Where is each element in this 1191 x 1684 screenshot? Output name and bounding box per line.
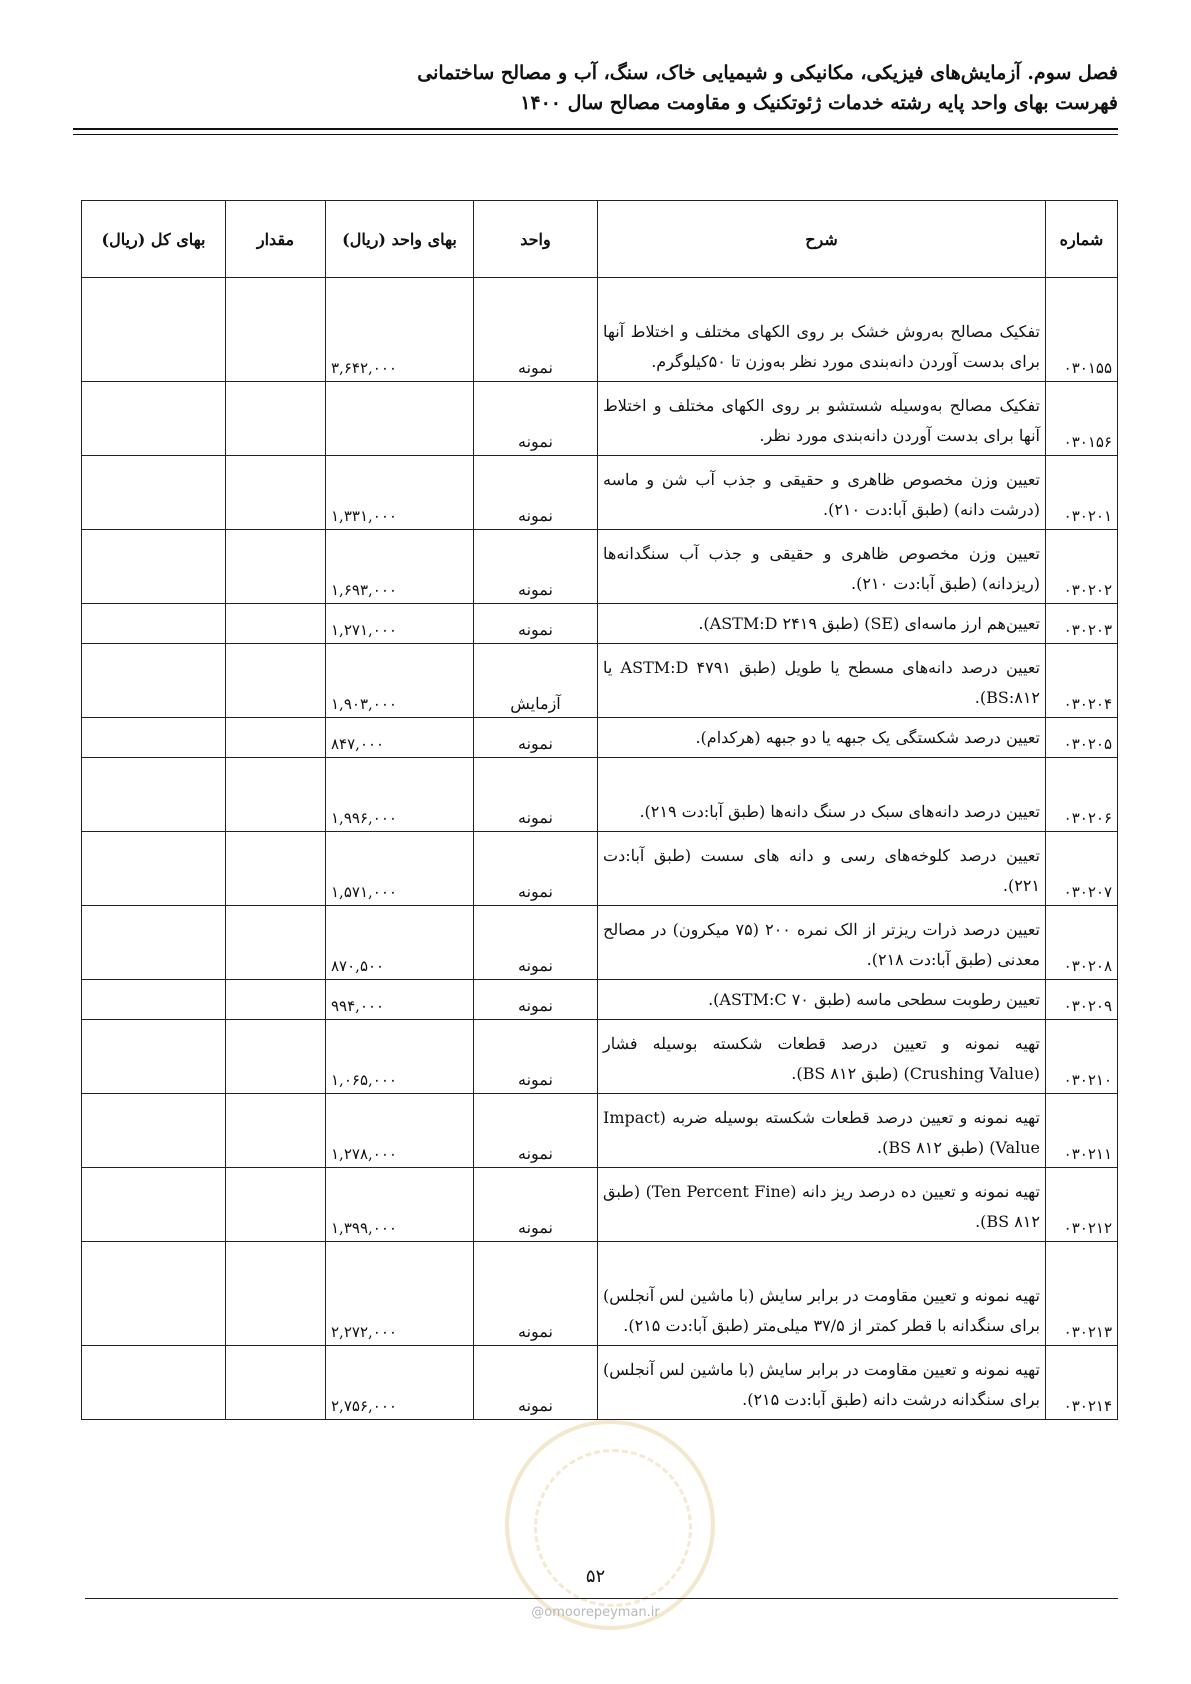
website-watermark: @omoorepeyman.ir (531, 1605, 660, 1620)
table-row (82, 832, 1118, 906)
document-subtitle: فهرست بهای واحد پایه رشته خدمات ژئوتکنیک و مقاومت مصالح سال ۱۴۰۰ (520, 92, 1118, 114)
row-unit-price: ۱,۲۷۸,۰۰۰ (326, 1094, 474, 1168)
row-unit: نمونه (474, 980, 598, 1020)
row-description: تهیه نمونه و تعیین درصد قطعات شکسته بوسیله ضربه (Impact Value) (طبق BS ۸۱۲). (598, 1094, 1046, 1168)
row-unit-price: ۱,۰۶۵,۰۰۰ (326, 1020, 474, 1094)
row-unit: نمونه (474, 718, 598, 758)
row-total-price (82, 1094, 226, 1168)
row-unit-price: ۱,۹۰۳,۰۰۰ (326, 644, 474, 718)
row-total-price (82, 1168, 226, 1242)
row-unit-price: ۸۷۰,۵۰۰ (326, 906, 474, 980)
row-quantity (226, 1020, 326, 1094)
row-quantity (226, 1094, 326, 1168)
row-quantity (226, 718, 326, 758)
row-description: تهیه نمونه و تعیین درصد قطعات شکسته بوسیله فشار (Crushing Value) (طبق BS ۸۱۲). (598, 1020, 1046, 1094)
row-quantity (226, 278, 326, 382)
row-total-price (82, 906, 226, 980)
table-row (82, 718, 1118, 758)
row-description: تعیین وزن مخصوص ظاهری و حقیقی و جذب آب سنگدانه‌ها (ریزدانه) (طبق آبا:دت ۲۱۰). (598, 530, 1046, 604)
row-unit: آزمایش (474, 644, 598, 718)
row-unit-price: ۱,۲۷۱,۰۰۰ (326, 604, 474, 644)
column-header-description: شرح (598, 201, 1046, 278)
row-total-price (82, 278, 226, 382)
row-unit-price: ۱,۳۹۹,۰۰۰ (326, 1168, 474, 1242)
row-quantity (226, 758, 326, 832)
price-list-table (81, 200, 1118, 1420)
row-description: تعیین رطوبت سطحی ماسه (طبق ASTM:C ۷۰). (598, 980, 1046, 1020)
row-unit: نمونه (474, 1346, 598, 1420)
row-number: ۰۳۰۲۱۴ (1046, 1346, 1118, 1420)
row-quantity (226, 644, 326, 718)
column-header-quantity: مقدار (226, 201, 326, 278)
table-row (82, 644, 1118, 718)
row-number: ۰۳۰۲۱۳ (1046, 1242, 1118, 1346)
row-number: ۰۳۰۱۵۶ (1046, 382, 1118, 456)
row-description: تفکیک مصالح به‌وسیله شستشو بر روی الکهای مختلف و اختلاط آنها برای بدست آوردن دانه‌بندی مورد نظر. (598, 382, 1046, 456)
row-unit: نمونه (474, 530, 598, 604)
row-description: تعیین درصد شکستگی یک جبهه یا دو جبهه (هرکدام). (598, 718, 1046, 758)
row-description: تهیه نمونه و تعیین مقاومت در برابر سایش (با ماشین لس آنجلس) برای سنگدانه درشت دانه (طبق آبا:دت ۲۱۵). (598, 1346, 1046, 1420)
row-unit-price: ۹۹۴,۰۰۰ (326, 980, 474, 1020)
row-quantity (226, 832, 326, 906)
table-row (82, 1094, 1118, 1168)
page-header (73, 58, 1118, 118)
row-unit-price: ۱,۵۷۱,۰۰۰ (326, 832, 474, 906)
row-unit: نمونه (474, 1242, 598, 1346)
row-number: ۰۳۰۲۱۱ (1046, 1094, 1118, 1168)
row-unit-price (326, 382, 474, 456)
row-description: تعیین درصد دانه‌های مسطح یا طویل (طبق ASTM:D ۴۷۹۱ یا BS:۸۱۲). (598, 644, 1046, 718)
row-total-price (82, 1242, 226, 1346)
row-total-price (82, 382, 226, 456)
row-unit-price: ۱,۶۹۳,۰۰۰ (326, 530, 474, 604)
row-number: ۰۳۰۲۰۵ (1046, 718, 1118, 758)
row-unit-price: ۳,۶۴۲,۰۰۰ (326, 278, 474, 382)
row-number: ۰۳۰۲۰۹ (1046, 980, 1118, 1020)
row-total-price (82, 1346, 226, 1420)
row-number: ۰۳۰۲۰۳ (1046, 604, 1118, 644)
row-number: ۰۳۰۲۰۲ (1046, 530, 1118, 604)
row-unit-price: ۸۴۷,۰۰۰ (326, 718, 474, 758)
row-description: تفکیک مصالح به‌روش خشک بر روی الکهای مختلف و اختلاط آنها برای بدست آوردن دانه‌بندی مورد نظر به‌وزن تا ۵۰کیلوگرم. (598, 278, 1046, 382)
row-total-price (82, 718, 226, 758)
column-header-unit: واحد (474, 201, 598, 278)
row-quantity (226, 456, 326, 530)
table-row (82, 604, 1118, 644)
row-unit-price: ۲,۲۷۲,۰۰۰ (326, 1242, 474, 1346)
row-quantity (226, 906, 326, 980)
row-unit: نمونه (474, 758, 598, 832)
table-row (82, 278, 1118, 382)
column-header-total-price: بهای کل (ریال) (82, 201, 226, 278)
row-total-price (82, 456, 226, 530)
row-unit: نمونه (474, 1094, 598, 1168)
row-unit-price: ۱,۳۳۱,۰۰۰ (326, 456, 474, 530)
row-unit: نمونه (474, 278, 598, 382)
table-row (82, 1020, 1118, 1094)
row-number: ۰۳۰۲۰۸ (1046, 906, 1118, 980)
row-unit: نمونه (474, 604, 598, 644)
row-unit: نمونه (474, 456, 598, 530)
row-total-price (82, 1020, 226, 1094)
row-description: تعیین درصد ذرات ریزتر از الک نمره ۲۰۰ (۷۵ میکرون) در مصالح معدنی (طبق آبا:دت ۲۱۸). (598, 906, 1046, 980)
row-total-price (82, 980, 226, 1020)
row-number: ۰۳۰۲۰۴ (1046, 644, 1118, 718)
row-number: ۰۳۰۲۰۱ (1046, 456, 1118, 530)
row-unit: نمونه (474, 1020, 598, 1094)
row-description: تهیه نمونه و تعیین ده درصد ریز دانه (Ten Percent Fine) (طبق BS ۸۱۲). (598, 1168, 1046, 1242)
row-unit: نمونه (474, 832, 598, 906)
row-number: ۰۳۰۲۰۶ (1046, 758, 1118, 832)
table-row (82, 1168, 1118, 1242)
row-unit-price: ۱,۹۹۶,۰۰۰ (326, 758, 474, 832)
row-quantity (226, 382, 326, 456)
table-header-row (82, 201, 1118, 278)
footer-rule (85, 1598, 1118, 1599)
column-header-number: شماره (1046, 201, 1118, 278)
table-row (82, 980, 1118, 1020)
row-unit: نمونه (474, 1168, 598, 1242)
table-row (82, 906, 1118, 980)
row-description: تعیین درصد کلوخه‌های رسی و دانه های سست (طبق آبا:دت ۲۲۱). (598, 832, 1046, 906)
row-description: تعیین وزن مخصوص ظاهری و حقیقی و جذب آب شن و ماسه (درشت دانه) (طبق آبا:دت ۲۱۰). (598, 456, 1046, 530)
table-row (82, 758, 1118, 832)
row-quantity (226, 1168, 326, 1242)
column-header-unit-price: بهای واحد (ریال) (326, 201, 474, 278)
row-description: تعیین‌هم ارز ماسه‌ای (SE) (طبق ASTM:D ۲۴۱۹). (598, 604, 1046, 644)
header-rule-thick (73, 128, 1118, 130)
row-total-price (82, 758, 226, 832)
row-total-price (82, 644, 226, 718)
row-number: ۰۳۰۱۵۵ (1046, 278, 1118, 382)
page-number: ۵۲ (585, 1566, 606, 1587)
chapter-title: فصل سوم. آزمایش‌های فیزیکی، مکانیکی و شیمیایی خاک، سنگ، آب و مصالح ساختمانی (417, 62, 1118, 84)
row-unit-price: ۲,۷۵۶,۰۰۰ (326, 1346, 474, 1420)
row-description: تعیین درصد دانه‌های سبک در سنگ دانه‌ها (طبق آبا:دت ۲۱۹). (598, 758, 1046, 832)
row-quantity (226, 1242, 326, 1346)
row-number: ۰۳۰۲۰۷ (1046, 832, 1118, 906)
table-row (82, 1346, 1118, 1420)
row-total-price (82, 832, 226, 906)
row-unit: نمونه (474, 906, 598, 980)
header-rule-thin (73, 134, 1118, 135)
row-total-price (82, 530, 226, 604)
row-quantity (226, 1346, 326, 1420)
row-quantity (226, 604, 326, 644)
row-description: تهیه نمونه و تعیین مقاومت در برابر سایش (با ماشین لس آنجلس) برای سنگدانه با قطر کمتر از ۳۷/۵ میلی‌متر (طبق آبا:دت ۲۱۵). (598, 1242, 1046, 1346)
row-number: ۰۳۰۲۱۲ (1046, 1168, 1118, 1242)
row-quantity (226, 980, 326, 1020)
table-row (82, 456, 1118, 530)
table-row (82, 530, 1118, 604)
row-number: ۰۳۰۲۱۰ (1046, 1020, 1118, 1094)
table-row (82, 1242, 1118, 1346)
row-unit: نمونه (474, 382, 598, 456)
table-row (82, 382, 1118, 456)
row-total-price (82, 604, 226, 644)
row-quantity (226, 530, 326, 604)
